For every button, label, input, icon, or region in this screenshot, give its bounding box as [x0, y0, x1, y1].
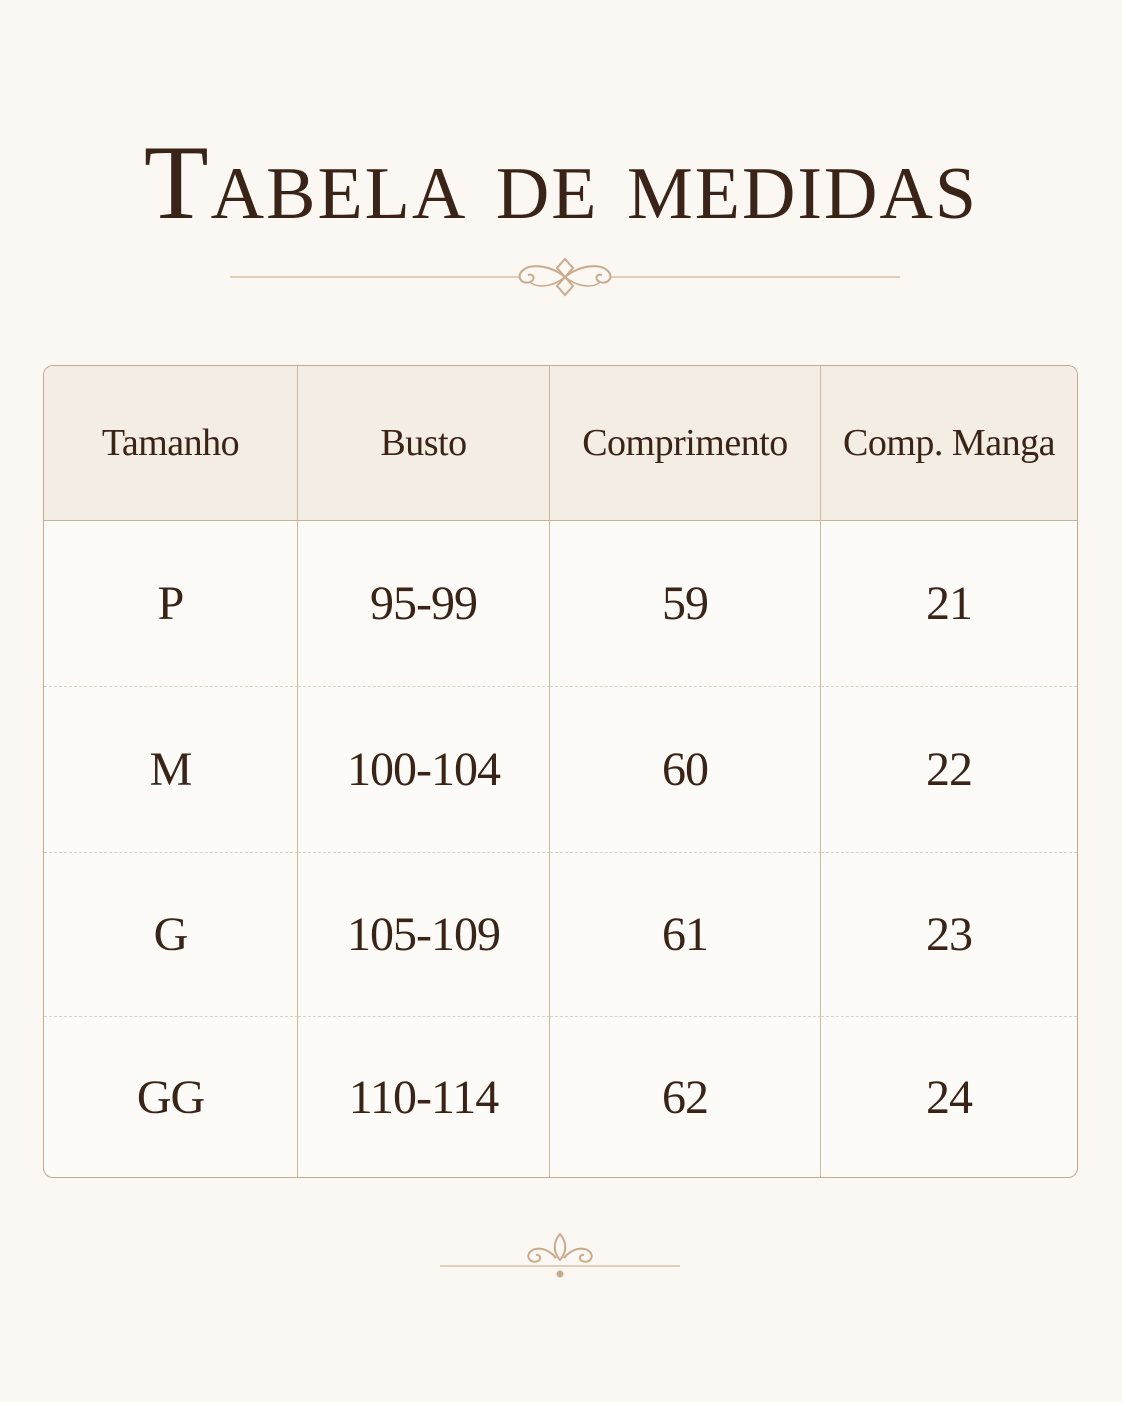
table-cell: 110-114 [298, 1017, 550, 1177]
table-cell: 22 [821, 687, 1077, 853]
table-cell: GG [44, 1017, 298, 1177]
table-cell: 105-109 [298, 853, 550, 1017]
table-cell: 24 [926, 1070, 972, 1124]
size-table [43, 365, 1078, 1178]
table-cell: P [44, 521, 298, 687]
page-title: Tabela de medidas [143, 124, 979, 241]
table-cell: M [44, 687, 298, 853]
header-busto: Busto [298, 366, 550, 521]
header-comprimento: Comprimento [550, 366, 821, 521]
table-cell: 100-104 [298, 687, 550, 853]
header-comp-manga: Comp. Manga [821, 366, 1077, 521]
fleur-ornament-icon [440, 1228, 680, 1282]
table-cell: 21 [821, 521, 1077, 687]
table-cell: 59 [550, 521, 821, 687]
header-tamanho: Tamanho [44, 366, 298, 521]
table-cell: 60 [550, 687, 821, 853]
table-cell: 61 [550, 853, 821, 1017]
table-cell: 23 [821, 853, 1077, 1017]
table-cell: 62 [550, 1017, 821, 1177]
flourish-divider-icon [230, 255, 900, 299]
table-cell: 95-99 [298, 521, 550, 687]
table-cell: G [44, 853, 298, 1017]
